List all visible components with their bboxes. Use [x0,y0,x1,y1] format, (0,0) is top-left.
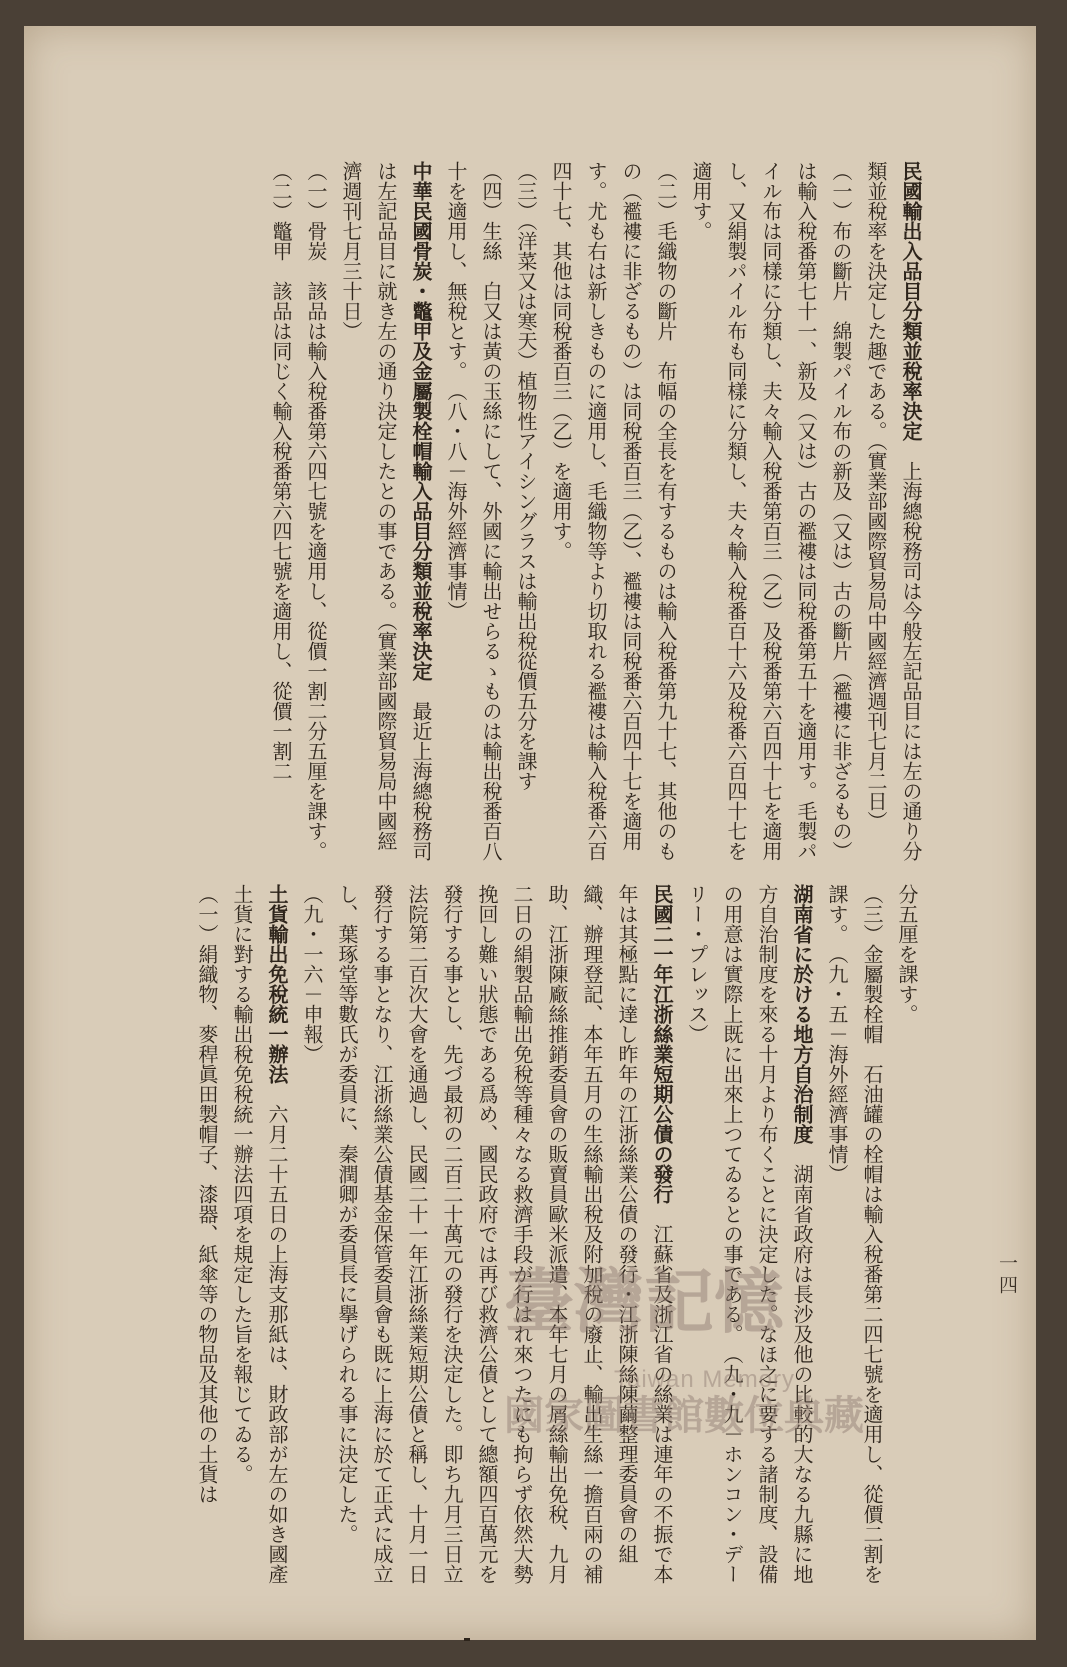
list-item [683,161,858,861]
paragraph-text: 分五厘を課す。 [895,884,919,1024]
paragraph-text: （一）布の斷片 綿製パイル布の新及（又は）古の斷片（襤褸に非ざるもの）は輸入稅番第七十一、新及（又は）古の襤褸は同稅番第五十を適用す。毛製パイル布は同樣に分類し、夫々輸入稅番第百三（乙）及稅番第六百四十七を適用し、又絹製パイル布も同樣に分類し、夫々輸入稅番百十六及稅番六百四十七を適用す。 [689,161,853,861]
library-watermark [494,1226,964,1439]
page-number: 一四 [996,1253,1018,1297]
list-item [263,161,298,861]
list-item [298,161,333,861]
article-heading: 土貨輸出免稅統一辦法 [265,884,289,1084]
list-item [508,161,543,861]
top-text-section [158,161,928,861]
watermark-sub-text: Taiwan Memory [614,1366,796,1393]
paragraph-text: 上海總稅務司は今般左記品目には左の通り分類並稅率を決定した趣である。（實業部國際貿易局中國經濟週刊七月二日） [864,161,923,861]
paragraph-text: （一）骨炭 該品は輸入稅番第六四七號を適用し、從價一割二分五厘を課す。 [304,161,328,861]
article-heading: 民國輸出入品目分類並稅率決定 [899,161,923,441]
paragraph-text: （二）鼈甲 該品は同じく輸入稅番第六四七號を適用し、從價一割二 [269,161,293,781]
footer-mark [464,1638,470,1641]
article-heading: 民國二一年江浙絲業短期公債の發行 [650,884,674,1204]
paragraph-text: （四）生絲 白又は黃の玉絲にして、外國に輸出せらるゝものは輸出稅番百八十を適用し、無稅とす。 （八・八－海外經濟事情） [444,161,503,861]
article-paragraph [333,161,438,861]
paragraph-text: 六月二十五日の上海支那紙は、財政部が左の如き國產土貨に對する輸出稅免稅統一辦法四項を規定した旨を報じてゐる。 [230,884,289,1584]
article-heading: 湖南省に於ける地方自治制度 [790,884,814,1144]
article-heading: 中華民國骨炭・鼈甲及金屬製栓帽輸入品目分類並稅率決定 [409,161,433,681]
paragraph-text: 最近上海總稅務司は左記品目に就き左の通り決定したとの事である。（實業部國際貿易局中國經濟週刊七月三十日） [339,161,433,861]
paragraph-text: （三）（洋菜又は寒天）植物性アイシングラスは輸出稅從價五分を課す [514,161,538,791]
document-page [24,26,1036,1640]
article-paragraph [224,884,294,1584]
paragraph-text: 江蘇省及浙江省の絲業は連年の不振で本年は其極點に達し昨年の江浙絲業公債の發行・江浙陳絲陳繭整理委員會の組織、辦理登記、本年五月の生絲輸出稅及附加稅の廢止、輸出生絲一擔百兩の補助、江浙陳廠絲推銷委員會の販賣員歐米派遣、本年七月の屑絲輸出免稅、九月二日の絹製品輸出免稅等種々なる救濟手段が行はれ來つたにも拘らず依然大勢挽回し難い狀態である爲め、國民政府では再び救濟公債として總額四百萬元を發行する事とし、先づ最初の二百二十萬元の發行を決定した。即ち九月三日立法院第二百次大會を通過し、民國二十一年江浙絲業短期公債と稱し、十月一日發行する事となり、江浙絲業公債基金保管委員會も既に上海に於て正式に成立し、葉琢堂等數氏が委員に、秦潤卿が委員長に擧げられる事に決定した。 （九・一六－申報） [300,884,674,1584]
list-item [189,884,224,1584]
article-paragraph [858,161,928,861]
paragraph-text: 湖南省政府は長沙及他の比較的大なる九縣に地方自治制度を來る十月より布くことに決定した。なほ之に要する諸制度、設備の用意は實際上既に出來上つてゐるとの事である。 （九・九－ホンコン・デーリー・プレッス） [685,884,814,1584]
list-item [438,161,508,861]
list-item [543,161,683,861]
paragraph-text: （一）絹織物、麥稈眞田製帽子、漆器、紙傘等の物品及其他の土貨は [195,884,219,1504]
watermark-main-text: 臺灣記憶 [504,1260,784,1343]
paragraph-text: （二）毛織物の斷片 布幅の全長を有するものは輸入稅番第九十七、其他のもの（襤褸に非ざるもの）は同稅番百三（乙）、襤褸は同稅番六百四十七を適用す。尤も右は新しきものに適用し、毛織物等より切取れる襤褸は輸入稅番六百四十七、其他は同稅番百三（乙）を適用す。 [549,161,678,861]
watermark-bottom-text: 國家圖書館數位典藏 [504,1392,864,1439]
paragraph-text: （三）金屬製栓帽 石油罐の栓帽は輸入稅番第二四七號を適用し、從價二割を課す。 （九・五－海外經濟事情） [825,884,884,1584]
